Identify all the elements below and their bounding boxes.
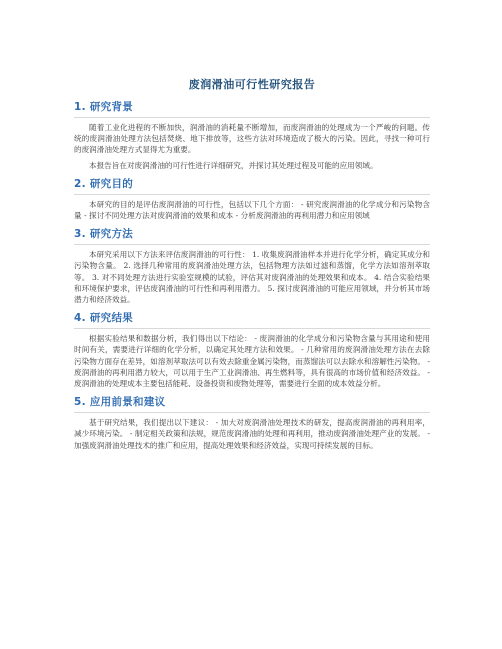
section-purpose xyxy=(74,175,430,221)
section-background xyxy=(74,98,430,171)
paragraph: 本报告旨在对废润滑油的可行性进行详细研究，并探讨其处理过程及可能的应用领域。 xyxy=(89,160,378,170)
paragraph: 根据实验结果和数据分析，我们得出以下结论： - 废润滑油的化学成分和污染物含量与其用途和使用时间有关，需要进行详细的化学分析，以确定其处理方法和效果。 - 几种常用的废润滑油处理方法在去除污染物方面存在差异，如溶剂萃取法可以有效去除重金属污染物，而蒸馏法可以去除水和溶解性污染物。 - 废润滑油的再利用潜力较大，可以用于生产工业润滑油、再生燃料等，具有很高的市场价值和经济效益。 - 废润滑油的处理成本主要包括能耗、设备投资和废物处理等，需要进行全面的成本效益分析。 xyxy=(74,334,430,389)
document-title: 废润滑油可行性研究报告 xyxy=(188,78,316,91)
section-outlook xyxy=(74,393,430,451)
section-divider xyxy=(74,117,430,118)
section-heading: 1. 研究背景 xyxy=(74,101,134,113)
section-divider xyxy=(74,328,430,329)
section-heading: 5. 应用前景和建议 xyxy=(74,396,166,409)
paragraph: 基于研究结果，我们提出以下建议： - 加大对废润滑油处理技术的研发，提高废润滑油的再利用率，减少环境污染。 - 制定相关政策和法规，规范废润滑油的处理和再利用，推动废润滑油处理产业的发展。 - 加强废润滑油处理技术的推广和应用，提高处理效果和经济效益，实现可持续发展的目标。 xyxy=(74,418,430,450)
section-divider xyxy=(74,412,430,413)
section-divider xyxy=(74,194,430,195)
section-results xyxy=(74,309,430,389)
paragraph: 随着工业化进程的不断加快，润滑油的消耗量不断增加，而废润滑油的处理成为一个严峻的问题。传统的废润滑油处理方法包括焚烧、地下排放等，这些方法对环境造成了极大的污染。因此，寻找一种可行的废润滑油处理方式显得尤为重要。 xyxy=(74,123,430,155)
section-methods xyxy=(74,225,430,305)
section-heading: 3. 研究方法 xyxy=(74,228,134,241)
section-divider xyxy=(74,244,430,245)
paragraph: 本研究的目的是评估废润滑油的可行性，包括以下几个方面： - 研究废润滑油的化学成分和污染物含量 - 探讨不同处理方法对废润滑油的效果和成本 - 分析废润滑油的再利用潜力和应用领域 xyxy=(74,199,430,221)
section-heading: 2. 研究目的 xyxy=(74,177,134,190)
section-heading: 4. 研究结果 xyxy=(74,312,134,325)
paragraph: 本研究采用以下方法来评估废润滑油的可行性： 1. 收集废润滑油样本并进行化学分析，确定其成分和污染物含量。 2. 选择几种常用的废润滑油处理方法，包括物理方法如过滤和蒸馏，化学方法如溶剂萃取等。 3. 对不同处理方法进行实验室规模的试验，评估其对废润滑油的处理效果和成本。 4. 结合实验结果和环境保护要求，评估废润滑油的可行性和再利用潜力。 5. 探讨废润滑油的可能应用领域，并分析其市场潜力和经济效益。 xyxy=(74,250,430,305)
